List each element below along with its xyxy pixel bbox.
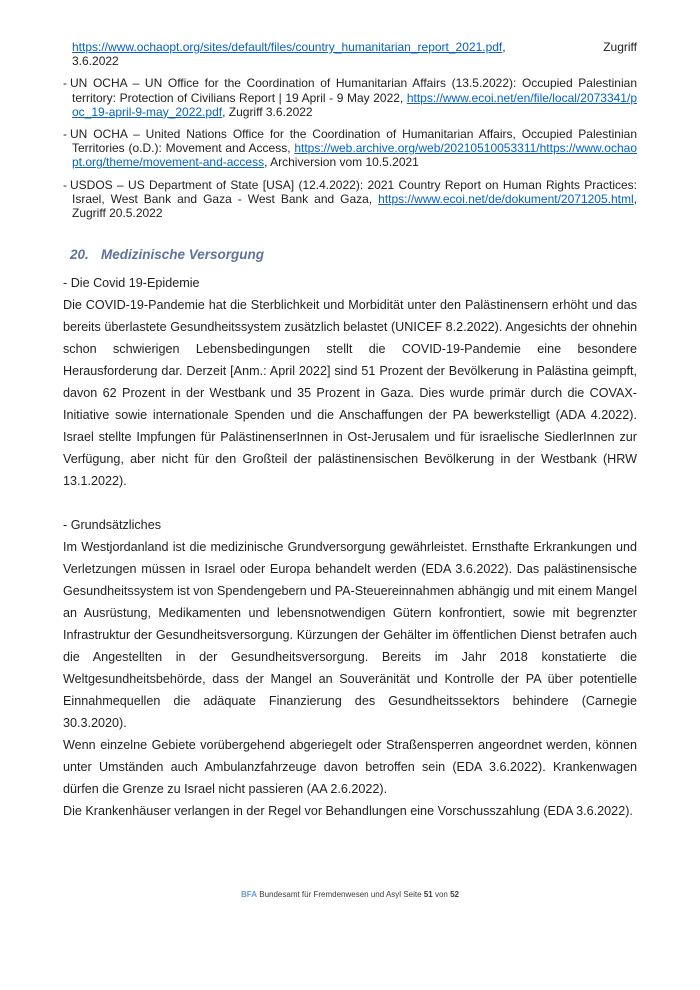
subsection-label-covid: - Die Covid 19-Epidemie bbox=[63, 276, 200, 291]
section-body bbox=[63, 272, 637, 822]
section-heading bbox=[63, 246, 637, 264]
reference-link[interactable]: https://web.archive.org/web/20210510053311/https://www.ochaopt.org/theme/movement-and-access bbox=[72, 141, 637, 170]
list-dash: - bbox=[63, 127, 67, 142]
footer-of-label: von bbox=[434, 890, 448, 899]
body-paragraph: Wenn einzelne Gebiete vorübergehend abgeriegelt oder Straßensperren angeordnet werden, können unter Umständen auch Ambulanzfahrzeuge davon betroffen sein (EDA 3.6.2022). Krankenwagen dürfen die Grenze zu Israel nicht passieren (AA 2.6.2022). bbox=[63, 738, 637, 797]
page-footer bbox=[0, 889, 700, 900]
footer-page-label: Seite bbox=[403, 890, 422, 899]
reference-text: USDOS – US Department of State [USA] (12.4.2022): 2021 Country Report on Human Rights Practices: Israel, West Bank and Gaza - West Bank and Gaza, bbox=[70, 177, 637, 206]
reference-item bbox=[63, 127, 637, 170]
blank-line bbox=[63, 492, 637, 514]
subsection-label-general: - Grundsätzliches bbox=[63, 518, 161, 533]
reference-text: UN OCHA – United Nations Office for the Coordination of Humanitarian Affairs, Occupied Palestinian Territories (o.D.): Movement and Access, bbox=[70, 127, 637, 156]
reference-item bbox=[63, 178, 637, 221]
list-dash: - bbox=[63, 76, 67, 91]
footer-org-name: Bundesamt für Fremdenwesen und Asyl bbox=[259, 890, 402, 899]
body-paragraph: Die Krankenhäuser verlangen in der Regel vor Behandlungen eine Vorschusszahlung (EDA 3.6.2022). bbox=[63, 804, 633, 819]
reference-text: , Zugriff 3.6.2022 bbox=[222, 104, 313, 119]
reference-link-wrap bbox=[72, 40, 506, 54]
body-paragraph: Im Westjordanland ist die medizinische Grundversorgung gewährleistet. Ernsthafte Erkrankungen und Verletzungen müssen in Israel oder Europa behandelt werden (EDA 3.6.2022). Das palästinensische Gesundheitssystem ist von Spendengebern und PA-Steuereinnahmen abhängig und mit einem Mangel an Ausrüstung, Medikamenten und lebensnotwendigen Gütern konfrontiert, sowie mit begrenzter Infrastruktur der Gesundheitsversorgung. Kürzungen der Gehälter im öffentlichen Dienst betrafen auch die Angestellten in der Gesundheitsversorgung. Bereits im Jahr 2018 konstatierte die Weltgesundheitsbehörde, dass der Mangel an Souveränität und Kontrolle der PA über potentielle Einnahmequellen die adäquate Finanzierung des Gesundheitssektors behindere (Carnegie 30.3.2020). bbox=[63, 540, 637, 731]
body-paragraph: Die COVID-19-Pandemie hat die Sterblichkeit und Morbidität unter den Palästinensern erhöht und das bereits überlastete Gesundheitssystem zusätzlich belastet (UNICEF 8.2.2022). Angesichts der ohnehin schon schwierigen Lebensbedingungen stellt die COVID-19-Pandemie eine besondere Herausforderung dar. Derzeit [Anm.: April 2022] sind 51 Prozent der Bevölkerung in Palästina geimpft, davon 62 Prozent in der Westbank und 35 Prozent in Gaza. Dies wurde primär durch die COVAX-Initiative sowie internationale Spenden und die Anschaffungen der PA bewerkstelligt (ADA 4.2022). Israel stellte Impfungen für PalästinenserInnen in Ost-Jerusalem und für israelische SiedlerInnen zur Verfügung, aber nicht für den Großteil der palästinensischen Bevölkerung in der Westbank (HRW 13.1.2022). bbox=[63, 298, 637, 489]
reference-item bbox=[63, 76, 637, 119]
section-title: Medizinische Versorgung bbox=[101, 247, 265, 263]
reference-text: , Archiversion vom 10.5.2021 bbox=[264, 155, 419, 170]
reference-text: , Zugriff 20.5.2022 bbox=[72, 191, 637, 221]
footer-page-current: 51 bbox=[423, 890, 433, 899]
reference-link[interactable]: https://www.ecoi.net/en/file/local/2073341/poc_19-april-9-may_2022.pdf bbox=[72, 90, 637, 119]
reference-line bbox=[72, 40, 637, 54]
reference-text: , bbox=[502, 40, 506, 54]
footer-page-total: 52 bbox=[450, 890, 459, 899]
reference-link[interactable]: https://www.ochaopt.org/sites/default/files/country_humanitarian_report_2021.pdf bbox=[72, 40, 503, 54]
reference-link[interactable]: https://www.ecoi.net/de/dokument/2071205.html bbox=[378, 191, 634, 206]
list-dash: - bbox=[63, 177, 67, 192]
reference-item-continuation bbox=[63, 40, 637, 68]
reference-list bbox=[63, 40, 637, 220]
reference-access-date: 3.6.2022 bbox=[72, 54, 119, 69]
footer-org-abbr: BFA bbox=[241, 890, 257, 899]
section-number: 20. bbox=[70, 247, 89, 263]
reference-text: UN OCHA – UN Office for the Coordination of Humanitarian Affairs (13.5.2022): Occupied Palestinian territory: Protection of Civilians Report | 19 April - 9 May 2022, bbox=[70, 76, 637, 105]
reference-access-label: Zugriff bbox=[603, 40, 637, 54]
